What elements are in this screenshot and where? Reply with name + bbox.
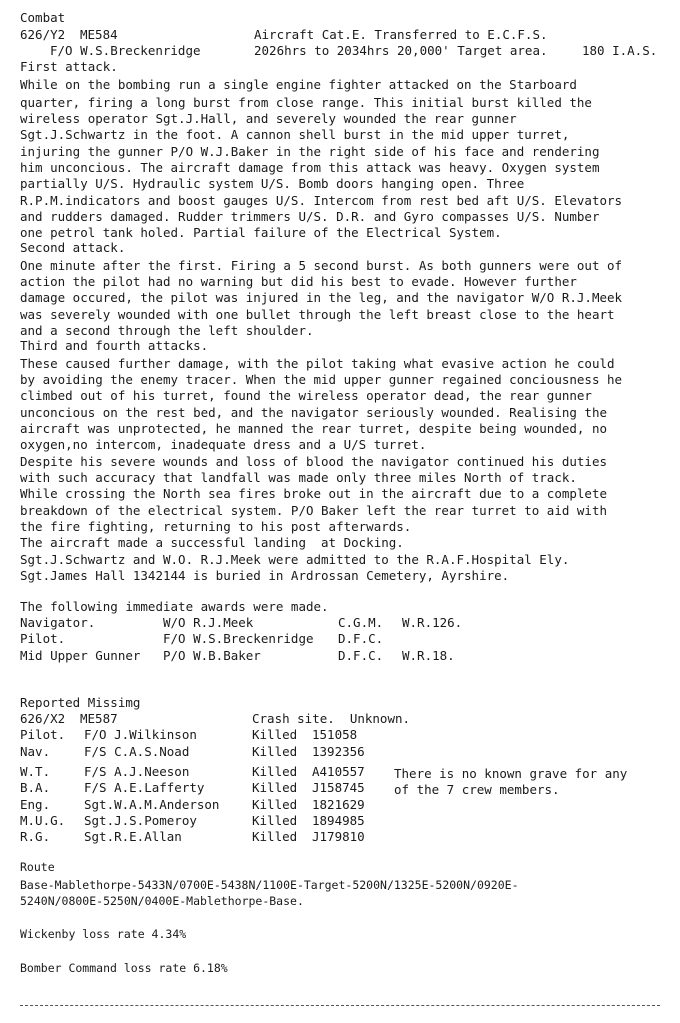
- crew-name: Sgt.J.S.Pomeroy: [84, 813, 197, 828]
- crew-status: Killed: [252, 813, 298, 828]
- narrative-line: unconcious on the rest bed, and the navigator seriously wounded. Realising the: [20, 405, 607, 420]
- narrative-line: damage occured, the pilot was injured in the leg, and the navigator W/O R.J.Meek: [20, 290, 623, 305]
- attack-detail: 2026hrs to 2034hrs 20,000' Target area.: [254, 43, 548, 58]
- missing-title: Reported Missimg: [20, 695, 141, 710]
- narrative-line: breakdown of the electrical system. P/O Baker left the rear turret to aid with: [20, 503, 607, 518]
- narrative-line: These caused further damage, with the pilot taking what evasive action he could: [20, 356, 615, 371]
- narrative-line: While crossing the North sea fires broke out in the aircraft due to a complete: [20, 486, 607, 501]
- narrative-line: One minute after the first. Firing a 5 second burst. As both gunners were out of: [20, 258, 623, 273]
- crew-number: J179810: [312, 829, 365, 844]
- award-type: D.F.C.: [338, 648, 384, 663]
- narrative-line: Despite his severe wounds and loss of blood the navigator continued his duties: [20, 454, 607, 469]
- crew-name: F/O J.Wilkinson: [84, 727, 197, 742]
- section-title: Combat: [20, 10, 66, 25]
- missing-sqn-code: 626/X2: [20, 711, 66, 726]
- route-line: 5240N/0800E-5250N/0400E-Mablethorpe-Base.: [20, 894, 304, 908]
- missing-serial: ME587: [80, 711, 118, 726]
- crew-status: Killed: [252, 744, 298, 759]
- award-name: W/O R.J.Meek: [163, 615, 254, 630]
- narrative-line: R.P.M.indicators and boost gauges U/S. Intercom from rest bed aft U/S. Elevators: [20, 193, 623, 208]
- crew-status: Killed: [252, 797, 298, 812]
- crew-number: 151058: [312, 727, 358, 742]
- narrative-line: Second attack.: [20, 240, 126, 255]
- grave-note: of the 7 crew members.: [394, 782, 560, 797]
- narrative-line: The aircraft made a successful landing at Docking.: [20, 535, 404, 550]
- crash-site: Crash site. Unknown.: [252, 711, 411, 726]
- award-ref: W.R.126.: [402, 615, 463, 630]
- aircraft-serial: ME584: [80, 27, 118, 42]
- narrative-line: the fire fighting, returning to his post afterwards.: [20, 519, 412, 534]
- crew-name: F/S A.E.Lafferty: [84, 780, 205, 795]
- crew-position: Nav.: [20, 744, 51, 759]
- narrative-line: and a second through the left shoulder.: [20, 323, 314, 338]
- airspeed: 180 I.A.S.: [582, 43, 658, 58]
- narrative-line: oxygen,no intercom, inadequate dress and a U/S turret.: [20, 437, 427, 452]
- narrative-line: with such accuracy that landfall was made only three miles North of track.: [20, 470, 577, 485]
- crew-position: R.G.: [20, 829, 51, 844]
- narrative-line: climbed out of his turret, found the wireless operator dead, the rear gunner: [20, 388, 592, 403]
- crew-status: Killed: [252, 764, 298, 779]
- crew-status: Killed: [252, 829, 298, 844]
- pilot-name: F/O W.S.Breckenridge: [50, 43, 201, 58]
- crew-status: Killed: [252, 727, 298, 742]
- narrative-line: Third and fourth attacks.: [20, 338, 209, 353]
- award-name: F/O W.S.Breckenridge: [163, 631, 314, 646]
- narrative-line: quarter, firing a long burst from close range. This initial burst killed the: [20, 95, 592, 110]
- aircraft-category: Aircraft Cat.E. Transferred to E.C.F.S.: [254, 27, 548, 42]
- narrative-line: While on the bombing run a single engine fighter attacked on the Starboard: [20, 77, 577, 92]
- route-line: Base-Mablethorpe-5433N/0700E-5438N/1100E-Target-5200N/1325E-5200N/0920E-: [20, 878, 519, 892]
- narrative-line: partially U/S. Hydraulic system U/S. Bomb doors hanging open. Three: [20, 176, 525, 191]
- page-divider: [20, 1005, 660, 1006]
- narrative-line: one petrol tank holed. Partial failure of the Electrical System.: [20, 225, 502, 240]
- narrative-line: Sgt.James Hall 1342144 is buried in Ardrossan Cemetery, Ayrshire.: [20, 568, 510, 583]
- narrative-line: injuring the gunner P/O W.J.Baker in the right side of his face and rendering: [20, 144, 600, 159]
- grave-note: There is no known grave for any: [394, 766, 628, 781]
- awards-intro: The following immediate awards were made.: [20, 599, 329, 614]
- narrative-line: First attack.: [20, 59, 118, 74]
- crew-number: 1894985: [312, 813, 365, 828]
- crew-name: Sgt.W.A.M.Anderson: [84, 797, 220, 812]
- wickenby-loss-rate: Wickenby loss rate 4.34%: [20, 927, 187, 941]
- sqn-code: 626/Y2: [20, 27, 66, 42]
- route-title: Route: [20, 860, 55, 874]
- bomber-command-loss-rate: Bomber Command loss rate 6.18%: [20, 961, 228, 975]
- narrative-line: aircraft was unprotected, he manned the rear turret, despite being wounded, no: [20, 421, 607, 436]
- narrative-line: and rudders damaged. Rudder trimmers U/S. D.R. and Gyro compasses U/S. Number: [20, 209, 600, 224]
- award-ref: W.R.18.: [402, 648, 455, 663]
- narrative-line: action the pilot had no warning but did his best to evade. However further: [20, 274, 577, 289]
- narrative-line: him unconcious. The aircraft damage from this attack was heavy. Oxygen system: [20, 160, 600, 175]
- crew-number: 1392356: [312, 744, 365, 759]
- award-role: Pilot.: [20, 631, 66, 646]
- narrative-line: wireless operator Sgt.J.Hall, and severely wounded the rear gunner: [20, 111, 517, 126]
- crew-name: F/S C.A.S.Noad: [84, 744, 190, 759]
- narrative-line: Sgt.J.Schwartz in the foot. A cannon shell burst in the mid upper turret,: [20, 127, 570, 142]
- award-role: Mid Upper Gunner: [20, 648, 141, 663]
- crew-status: Killed: [252, 780, 298, 795]
- award-type: C.G.M.: [338, 615, 384, 630]
- crew-number: J158745: [312, 780, 365, 795]
- award-type: D.F.C.: [338, 631, 384, 646]
- narrative-line: by avoiding the enemy tracer. When the mid upper gunner regained conciousness he: [20, 372, 623, 387]
- crew-position: B.A.: [20, 780, 51, 795]
- crew-name: F/S A.J.Neeson: [84, 764, 190, 779]
- crew-position: Eng.: [20, 797, 51, 812]
- narrative-line: Sgt.J.Schwartz and W.O. R.J.Meek were admitted to the R.A.F.Hospital Ely.: [20, 552, 570, 567]
- crew-position: Pilot.: [20, 727, 66, 742]
- award-name: P/O W.B.Baker: [163, 648, 261, 663]
- narrative-line: was severely wounded with one bullet through the left breast close to the heart: [20, 307, 615, 322]
- crew-position: W.T.: [20, 764, 51, 779]
- crew-name: Sgt.R.E.Allan: [84, 829, 182, 844]
- crew-number: A410557: [312, 764, 365, 779]
- crew-position: M.U.G.: [20, 813, 66, 828]
- crew-number: 1821629: [312, 797, 365, 812]
- award-role: Navigator.: [20, 615, 96, 630]
